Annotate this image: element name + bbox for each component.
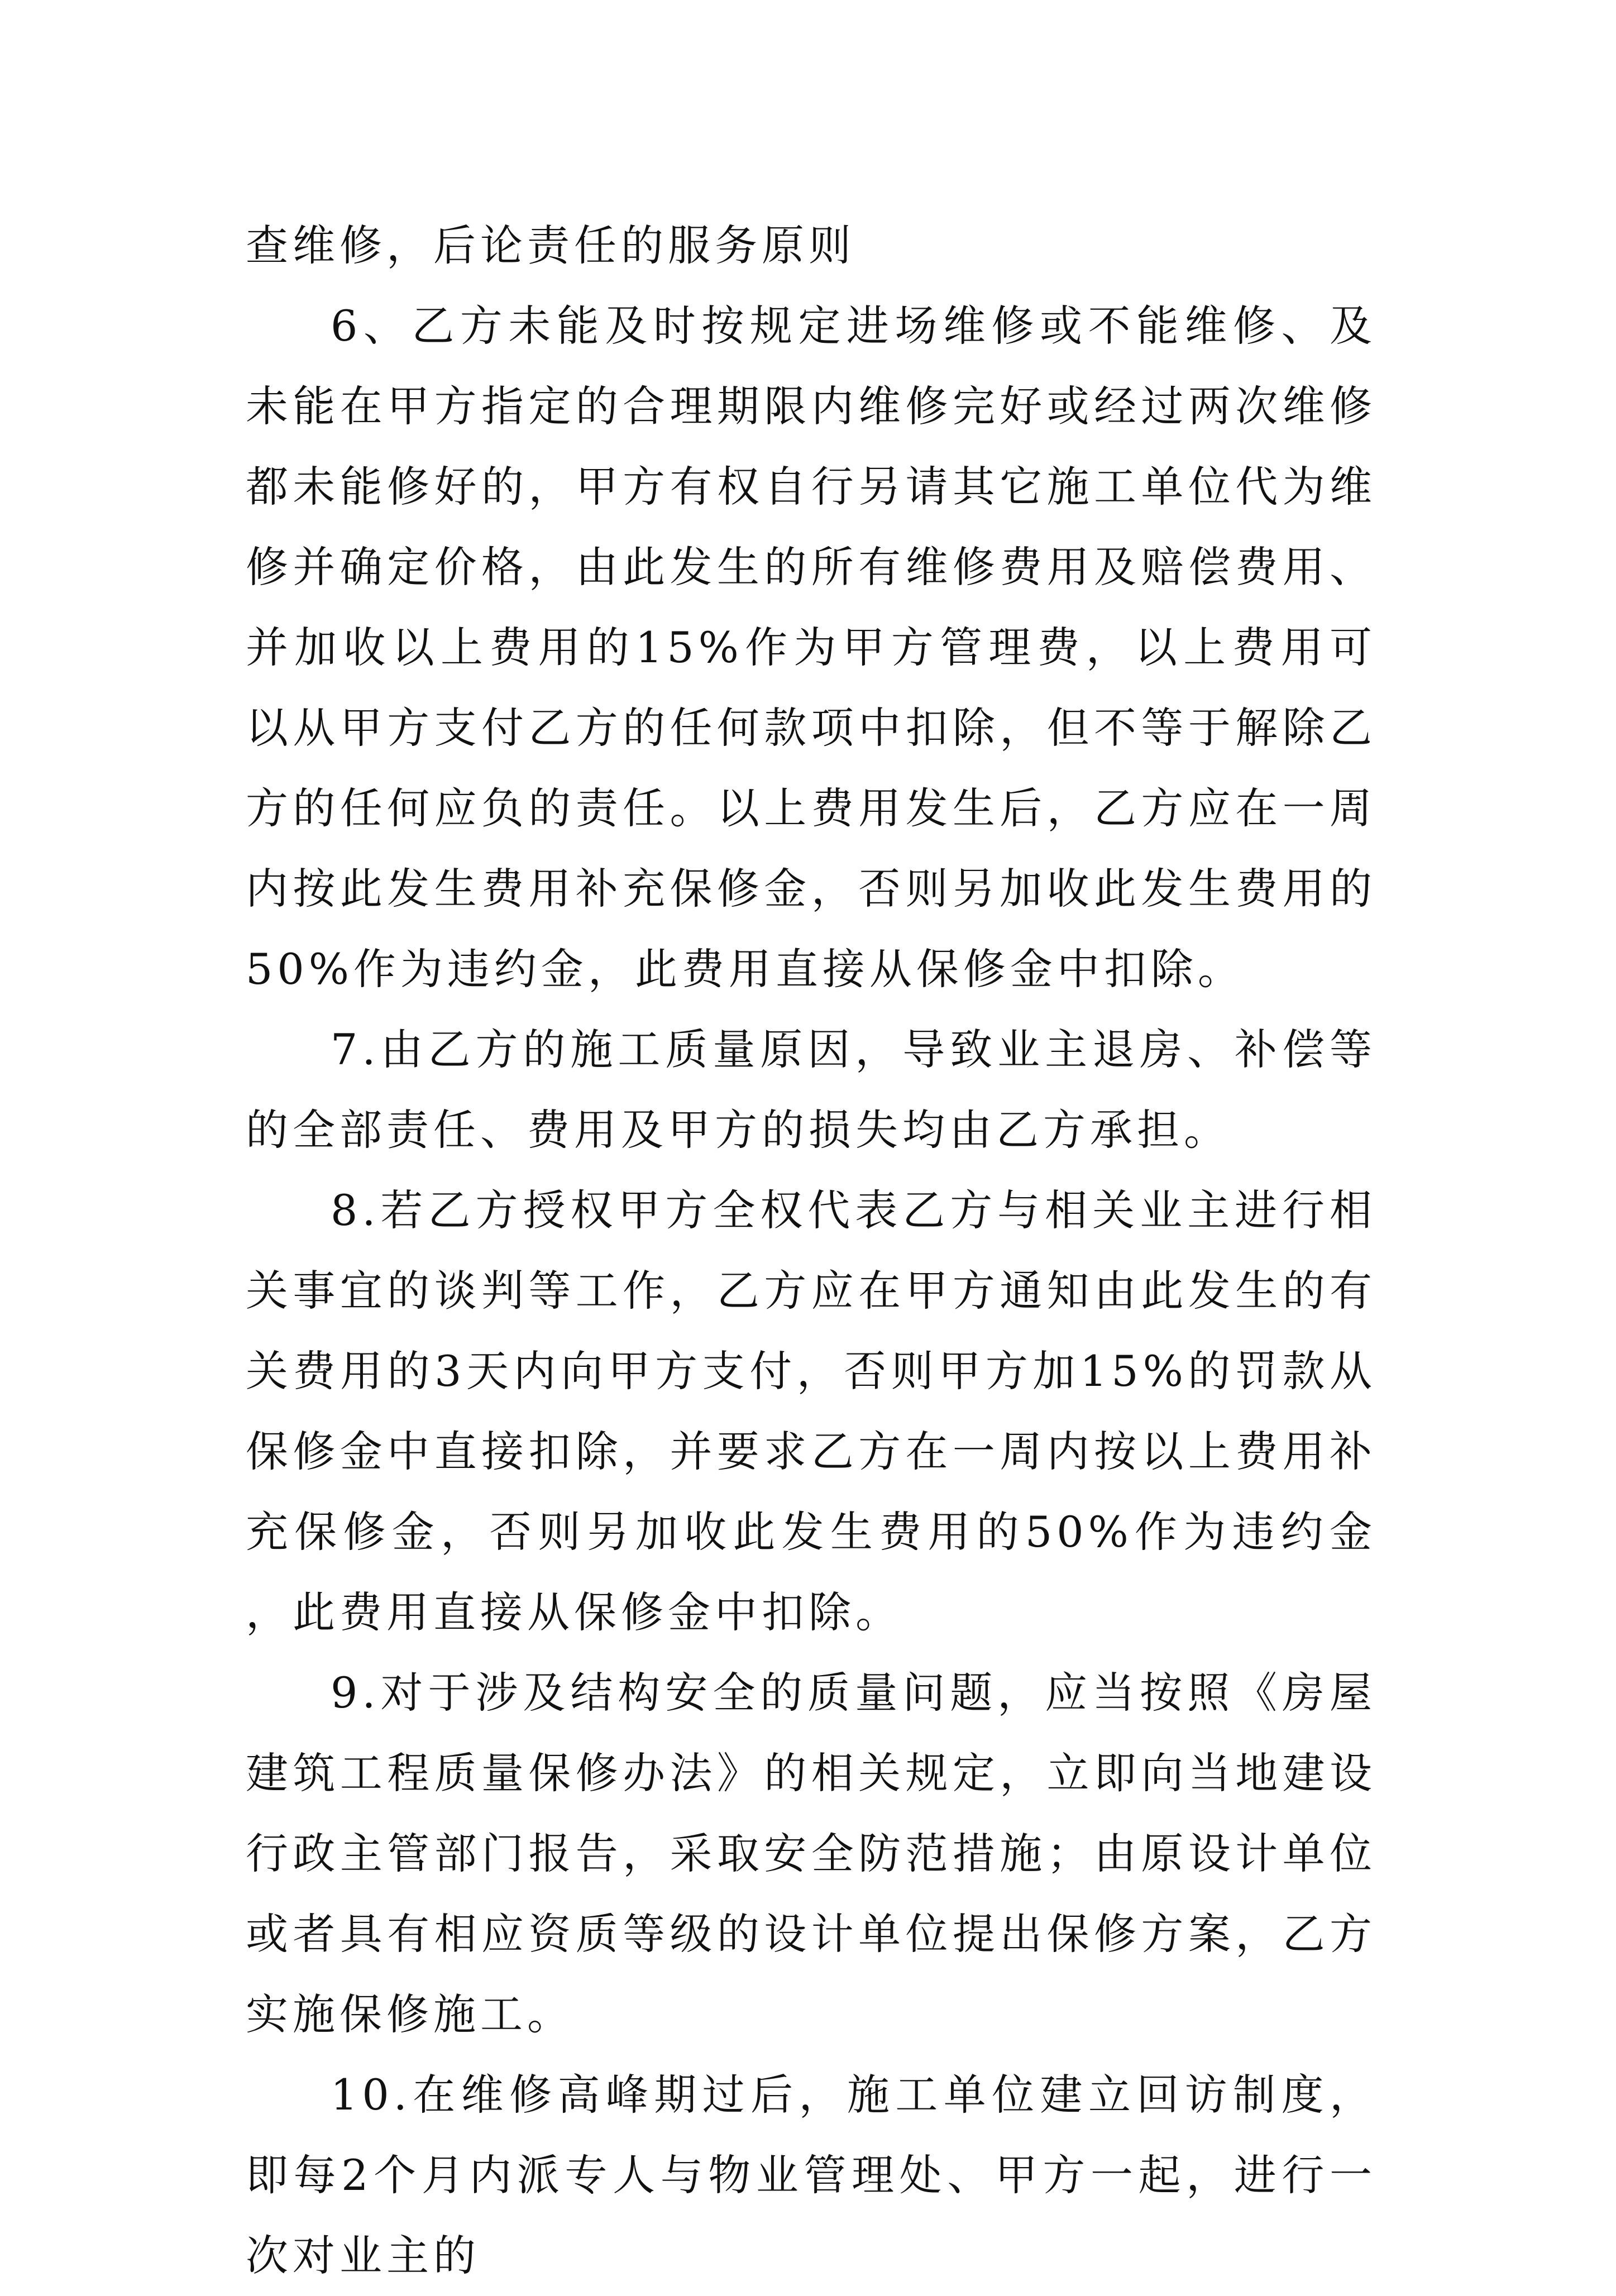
paragraph-item-7: 7.由乙方的施工质量原因，导致业主退房、补偿等的全部责任、费用及甲方的损失均由乙方承担。 [246,1025,1376,1155]
paragraph-continuation: 查维修，后论责任的服务原则 [246,221,855,270]
paragraph-item-9: 9.对于涉及结构安全的质量问题，应当按照《房屋建筑工程质量保修办法》的相关规定，立即向当地建设行政主管部门报告，采取安全防范措施；由原设计单位或者具有相应资质等级的设计单位提出保修方案，乙方实施保修施工。 [246,1668,1376,2039]
paragraph-item-10: 10.在维修高峰期过后，施工单位建立回访制度，即每2个月内派专人与物业管理处、甲方一起，进行一次对业主的 [246,2070,1376,2280]
paragraph-item-8: 8.若乙方授权甲方全权代表乙方与相关业主进行相关事宜的谈判等工作，乙方应在甲方通知由此发生的有关费用的3天内向甲方支付，否则甲方加15%的罚款从保修金中直接扣除，并要求乙方在一周内按以上费用补充保修金，否则另加收此发生费用的50%作为违约金，此费用直接从保修金中扣除。 [246,1185,1376,1637]
paragraph-item-6: 6、乙方未能及时按规定进场维修或不能维修、及未能在甲方指定的合理期限内维修完好或经过两次维修都未能修好的，甲方有权自行另请其它施工单位代为维修并确定价格，由此发生的所有维修费用及赔偿费用、并加收以上费用的15%作为甲方管理费，以上费用可以从甲方支付乙方的任何款项中扣除，但不等于解除乙方的任何应负的责任。以上费用发生后，乙方应在一周内按此发生费用补充保修金，否则另加收此发生费用的50%作为违约金，此费用直接从保修金中扣除。 [246,301,1376,994]
document-body [246,205,1376,2296]
